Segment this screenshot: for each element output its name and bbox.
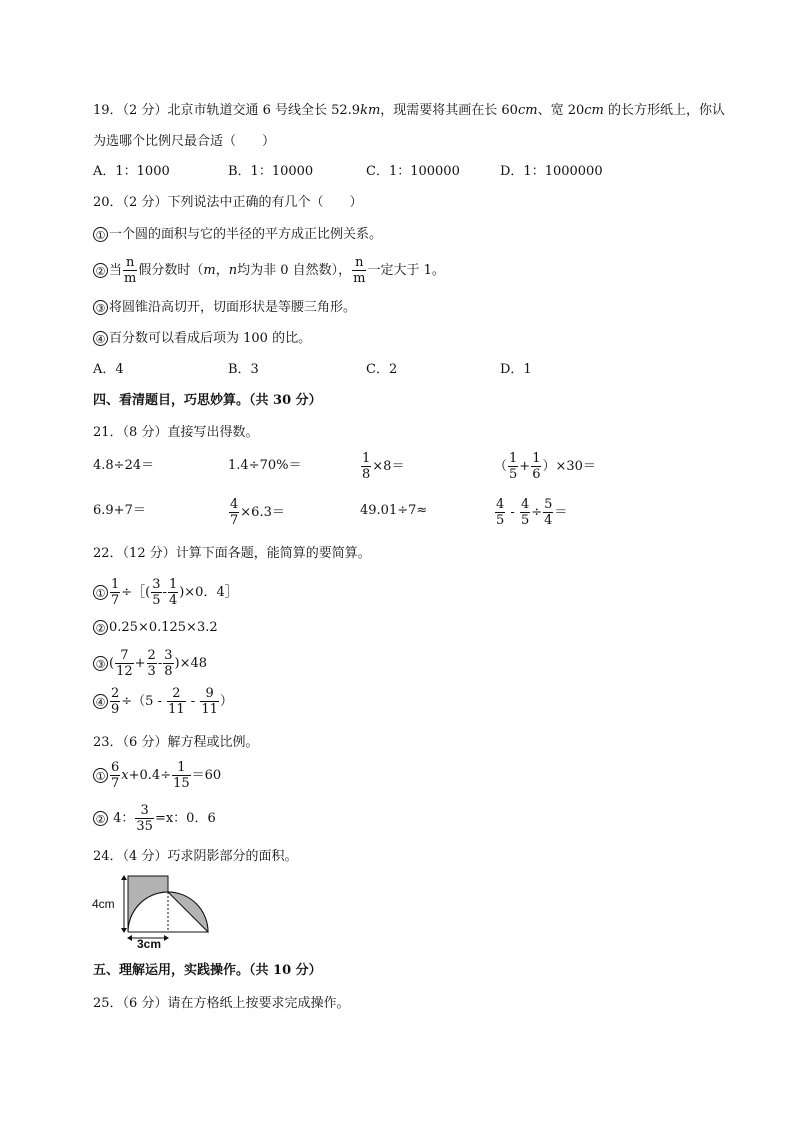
q20-item-2: ② 当 $\frac{n}{m}$ 假分数时（m，n均为非 0 自然数）， $\frac{n}{m}$ 一定大于 1。 bbox=[93, 256, 445, 286]
q19-option-c: C．1：100000 bbox=[366, 164, 460, 179]
fraction-n-over-m: $\frac{n}{m}$ bbox=[353, 255, 366, 286]
q20-option-b: B．3 bbox=[228, 362, 259, 377]
label-3cm: 3cm bbox=[137, 937, 162, 951]
q21-r1c4: （ $\frac{1}{5}$ + $\frac{1}{6}$ ）×30＝ bbox=[494, 451, 596, 482]
shaded-region-left bbox=[128, 876, 168, 932]
q21-r1c2: 1.4÷70%＝ bbox=[228, 458, 302, 473]
section-5-heading: 五、理解运用，实践操作。（共 10 分） bbox=[93, 963, 322, 978]
q20-item-4: ④ 百分数可以看成后项为 100 的比。 bbox=[93, 331, 311, 347]
q20-option-a: A．4 bbox=[93, 362, 124, 377]
q22-stem: 22．（12 分）计算下面各题，能简算的要简算。 bbox=[93, 546, 371, 561]
q21-r2c3: 49.01÷7≈ bbox=[360, 503, 428, 518]
q22-part-1: ① $\frac{1}{7}$ ÷［( $\frac{3}{5}$ - $\frac{1}{4}$ )×0．4］ bbox=[93, 578, 238, 608]
q19-stem-line1: 19．（2 分）北京市轨道交通 6 号线全长 52.9km，现需要将其画在长 60cm、宽 20cm 的长方形纸上，你认 bbox=[93, 103, 726, 118]
q20-option-c: C．2 bbox=[366, 362, 398, 377]
q23-equation-2: ② 4： $\frac{3}{35}$ =x：0．6 bbox=[93, 804, 216, 834]
q21-stem: 21．（8 分）直接写出得数。 bbox=[93, 425, 259, 440]
shaded-area-figure bbox=[90, 872, 220, 950]
q19-option-a: A．1：1000 bbox=[93, 164, 170, 179]
q21-r1c1: 4.8÷24＝ bbox=[93, 458, 155, 473]
q19-option-b: B．1：10000 bbox=[228, 164, 314, 179]
label-4cm: 4cm bbox=[92, 897, 115, 911]
q20-option-d: D．1 bbox=[500, 362, 532, 377]
shaded-region-right bbox=[168, 892, 208, 932]
q19-stem-line2: 为选哪个比例尺最合适（ ） bbox=[93, 134, 276, 149]
q21-r1c3: $\frac{1}{8}$ ×8＝ bbox=[362, 451, 405, 482]
q24-stem: 24．（4 分）巧求阴影部分的面积。 bbox=[93, 849, 298, 864]
section-4-heading: 四、看清题目，巧思妙算。（共 30 分） bbox=[93, 393, 322, 408]
q20-item-3: ③ 将圆锥沿高切开，切面形状是等腰三角形。 bbox=[93, 300, 356, 316]
fraction-n-over-m: $\frac{n}{m}$ bbox=[124, 255, 137, 286]
q23-equation-1: ① $\frac{6}{7}$ x+0.4÷ $\frac{1}{15}$ ＝60 bbox=[93, 761, 221, 791]
q25-stem: 25．（6 分）请在方格纸上按要求完成操作。 bbox=[93, 996, 350, 1011]
q20-item-1: ① 一个圆的面积与它的半径的平方成正比例关系。 bbox=[93, 227, 382, 243]
q21-r2c4: $\frac{4}{5}$ - $\frac{4}{5}$ ÷ $\frac{5}{4}$ ＝ bbox=[496, 497, 568, 528]
q22-part-3: ③ ( $\frac{7}{12}$ + $\frac{2}{3}$ - $\frac{3}{8}$ )×48 bbox=[93, 649, 207, 679]
q23-stem: 23．（6 分）解方程或比例。 bbox=[93, 735, 259, 750]
q21-r2c2: $\frac{4}{7}$ ×6.3＝ bbox=[230, 497, 285, 528]
q20-stem: 20．（2 分）下列说法中正确的有几个（ ） bbox=[93, 195, 363, 210]
q22-part-2: ② 0.25×0.125×3.2 bbox=[93, 620, 218, 636]
q19-option-d: D．1：1000000 bbox=[500, 164, 603, 179]
q22-part-4: ④ $\frac{2}{9}$ ÷（5 - $\frac{2}{11}$ - $\frac{9}{11}$ ） bbox=[93, 687, 233, 717]
q21-r2c1: 6.9+7＝ bbox=[93, 503, 146, 518]
